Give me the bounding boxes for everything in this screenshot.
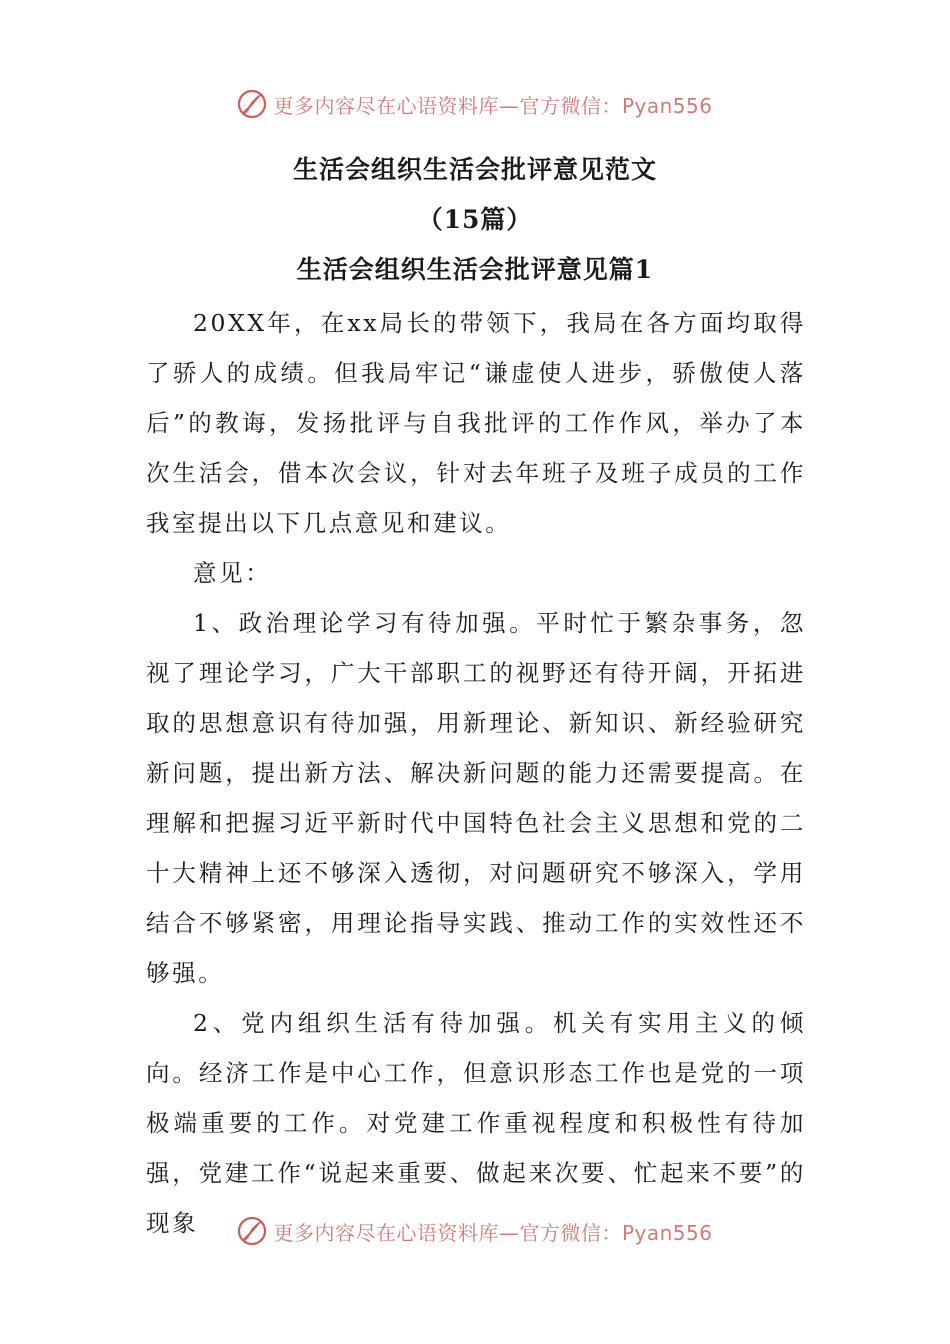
paragraph-point-2: 2、党内组织生活有待加强。机关有实用主义的倾向。经济工作是中心工作，但意识形态工作也是党的一项极端重要的工作。对党建工作重视程度和积极性有待加强，党建工作“说起来重要、做起来次要、忙起来不要”的现象 — [146, 1009, 806, 1237]
header-banner-text: 更多内容尽在心语资料库—官方微信：Pyan556 — [273, 93, 713, 118]
header-banner — [0, 84, 950, 124]
document-body — [146, 298, 806, 1248]
document-count: （15篇） — [417, 205, 533, 234]
paragraph-opinion-heading: 意见： — [193, 559, 272, 587]
document-title: 生活会组织生活会批评意见范文 — [292, 155, 657, 184]
quill-logo-icon — [237, 1216, 267, 1246]
quill-logo-icon — [237, 89, 267, 119]
footer-banner — [0, 1211, 950, 1251]
footer-banner-text: 更多内容尽在心语资料库—官方微信：Pyan556 — [273, 1220, 713, 1245]
paragraph-intro: 20XX年，在xx局长的带领下，我局在各方面均取得了骄人的成绩。但我局牢记“谦虚使人进步，骄傲使人落后”的教诲，发扬批评与自我批评的工作作风，举办了本次生活会，借本次会议，针对去年班子及班子成员的工作我室提出以下几点意见和建议。 — [146, 309, 806, 537]
section-title: 生活会组织生活会批评意见篇1 — [296, 255, 654, 284]
paragraph-point-1: 1、政治理论学习有待加强。平时忙于繁杂事务，忽视了理论学习，广大干部职工的视野还有待开阔，开拓进取的思想意识有待加强，用新理论、新知识、新经验研究新问题，提出新方法、解决新问题的能力还需要提高。在理解和把握习近平新时代中国特色社会主义思想和党的二十大精神上还不够深入透彻，对问题研究不够深入，学用结合不够紧密，用理论指导实践、推动工作的实效性还不够强。 — [146, 609, 806, 987]
